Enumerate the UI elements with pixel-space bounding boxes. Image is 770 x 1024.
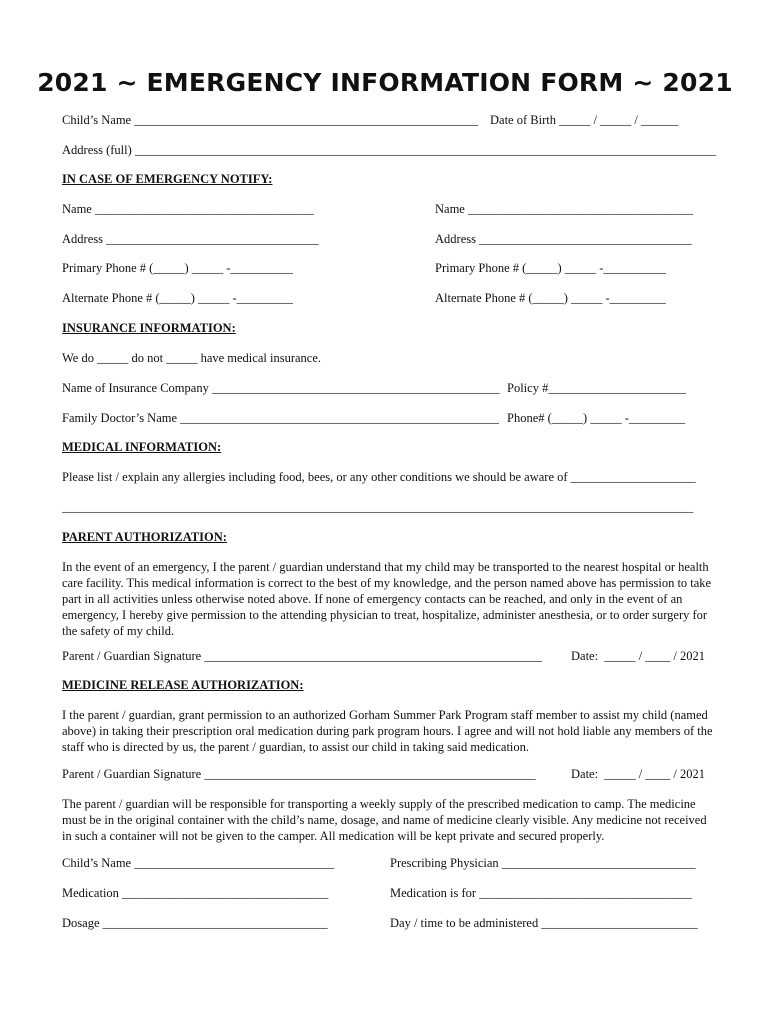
- allergies-continuation-line[interactable]: _____________________________________________________________________________________________________: [62, 500, 694, 514]
- medicine-child-name-field[interactable]: Child’s Name ________________________________: [62, 856, 335, 870]
- emergency-contact-1-address-field[interactable]: Address __________________________________: [62, 232, 319, 246]
- parent-signature-date-field[interactable]: Date: _____ / ____ / 2021: [571, 649, 706, 663]
- policy-number-field[interactable]: Policy #______________________: [507, 381, 686, 395]
- emergency-contact-1-name-field[interactable]: Name ___________________________________: [62, 202, 314, 216]
- doctor-phone-field[interactable]: Phone# (_____) _____ -_________: [507, 411, 686, 425]
- emergency-heading: IN CASE OF EMERGENCY NOTIFY:: [62, 172, 273, 186]
- parent-authorization-heading: PARENT AUTHORIZATION:: [62, 530, 227, 544]
- emergency-contact-2-name-field[interactable]: Name ____________________________________: [435, 202, 693, 216]
- have-insurance-field[interactable]: We do _____ do not _____ have medical insurance.: [62, 351, 321, 365]
- medication-field[interactable]: Medication _________________________________: [62, 886, 329, 900]
- emergency-contact-2-address-field[interactable]: Address __________________________________: [435, 232, 692, 246]
- insurance-company-field[interactable]: Name of Insurance Company ______________________________________________: [62, 381, 500, 395]
- medication-is-for-field[interactable]: Medication is for __________________________________: [390, 886, 692, 900]
- child-name-field[interactable]: Child’s Name _______________________________________________________: [62, 113, 478, 127]
- parent-authorization-paragraph: In the event of an emergency, I the parent / guardian understand that my child may be transported to the nearest hospital or health care facility. This medical information is correct to the best of my knowledge, and the person named above has permission to take part in all activities unless otherwise noted above. If none of emergency contacts can be reached, and only in the event of an emergency, I hereby give permission to the attending physician to treat, hospitalize, administer anesthesia, or to order surgery for the safety of my child.: [62, 560, 712, 638]
- emergency-contact-2-primary-phone-field[interactable]: Primary Phone # (_____) _____ -__________: [435, 261, 666, 275]
- emergency-contact-1-primary-phone-field[interactable]: Primary Phone # (_____) _____ -__________: [62, 261, 293, 275]
- address-field[interactable]: Address (full) _____________________________________________________________________________________________: [62, 143, 717, 157]
- form-title: 2021 ~ EMERGENCY INFORMATION FORM ~ 2021: [37, 68, 733, 97]
- dosage-field[interactable]: Dosage ____________________________________: [62, 916, 328, 930]
- allergies-field[interactable]: Please list / explain any allergies including food, bees, or any other conditions we should be aware of ____________________: [62, 470, 696, 484]
- insurance-heading: INSURANCE INFORMATION:: [62, 321, 236, 335]
- emergency-contact-1-alternate-phone-field[interactable]: Alternate Phone # (_____) _____ -_________: [62, 291, 293, 305]
- emergency-contact-2-alternate-phone-field[interactable]: Alternate Phone # (_____) _____ -_________: [435, 291, 666, 305]
- medicine-release-heading: MEDICINE RELEASE AUTHORIZATION:: [62, 678, 304, 692]
- medicine-release-paragraph: I the parent / guardian, grant permission to an authorized Gorham Summer Park Program staff member to assist my child (named above) in taking their prescription oral medication during park program hours. I agree and will not hold liable any members of the staff who is directed by us, the parent / guardian, to assist our child in taking said medication.: [62, 708, 713, 754]
- parent-signature-field[interactable]: Parent / Guardian Signature ______________________________________________________: [62, 649, 542, 663]
- medical-heading: MEDICAL INFORMATION:: [62, 440, 222, 454]
- medicine-release-signature-field[interactable]: Parent / Guardian Signature _____________________________________________________: [62, 767, 536, 781]
- family-doctor-field[interactable]: Family Doctor’s Name ___________________________________________________: [62, 411, 499, 425]
- administration-time-field[interactable]: Day / time to be administered _________________________: [390, 916, 698, 930]
- prescribing-physician-field[interactable]: Prescribing Physician _______________________________: [390, 856, 696, 870]
- date-of-birth-field[interactable]: Date of Birth _____ / _____ / ______: [490, 113, 679, 127]
- medicine-release-date-field[interactable]: Date: _____ / ____ / 2021: [571, 767, 706, 781]
- medication-transport-paragraph: The parent / guardian will be responsible for transporting a weekly supply of the prescribed medication to camp. The medicine must be in the original container with the child’s name, dosage, and name of medicine clearly visible. Any medicine not received in such a container will not be given to the camper. All medication will be kept private and secured properly.: [62, 797, 707, 843]
